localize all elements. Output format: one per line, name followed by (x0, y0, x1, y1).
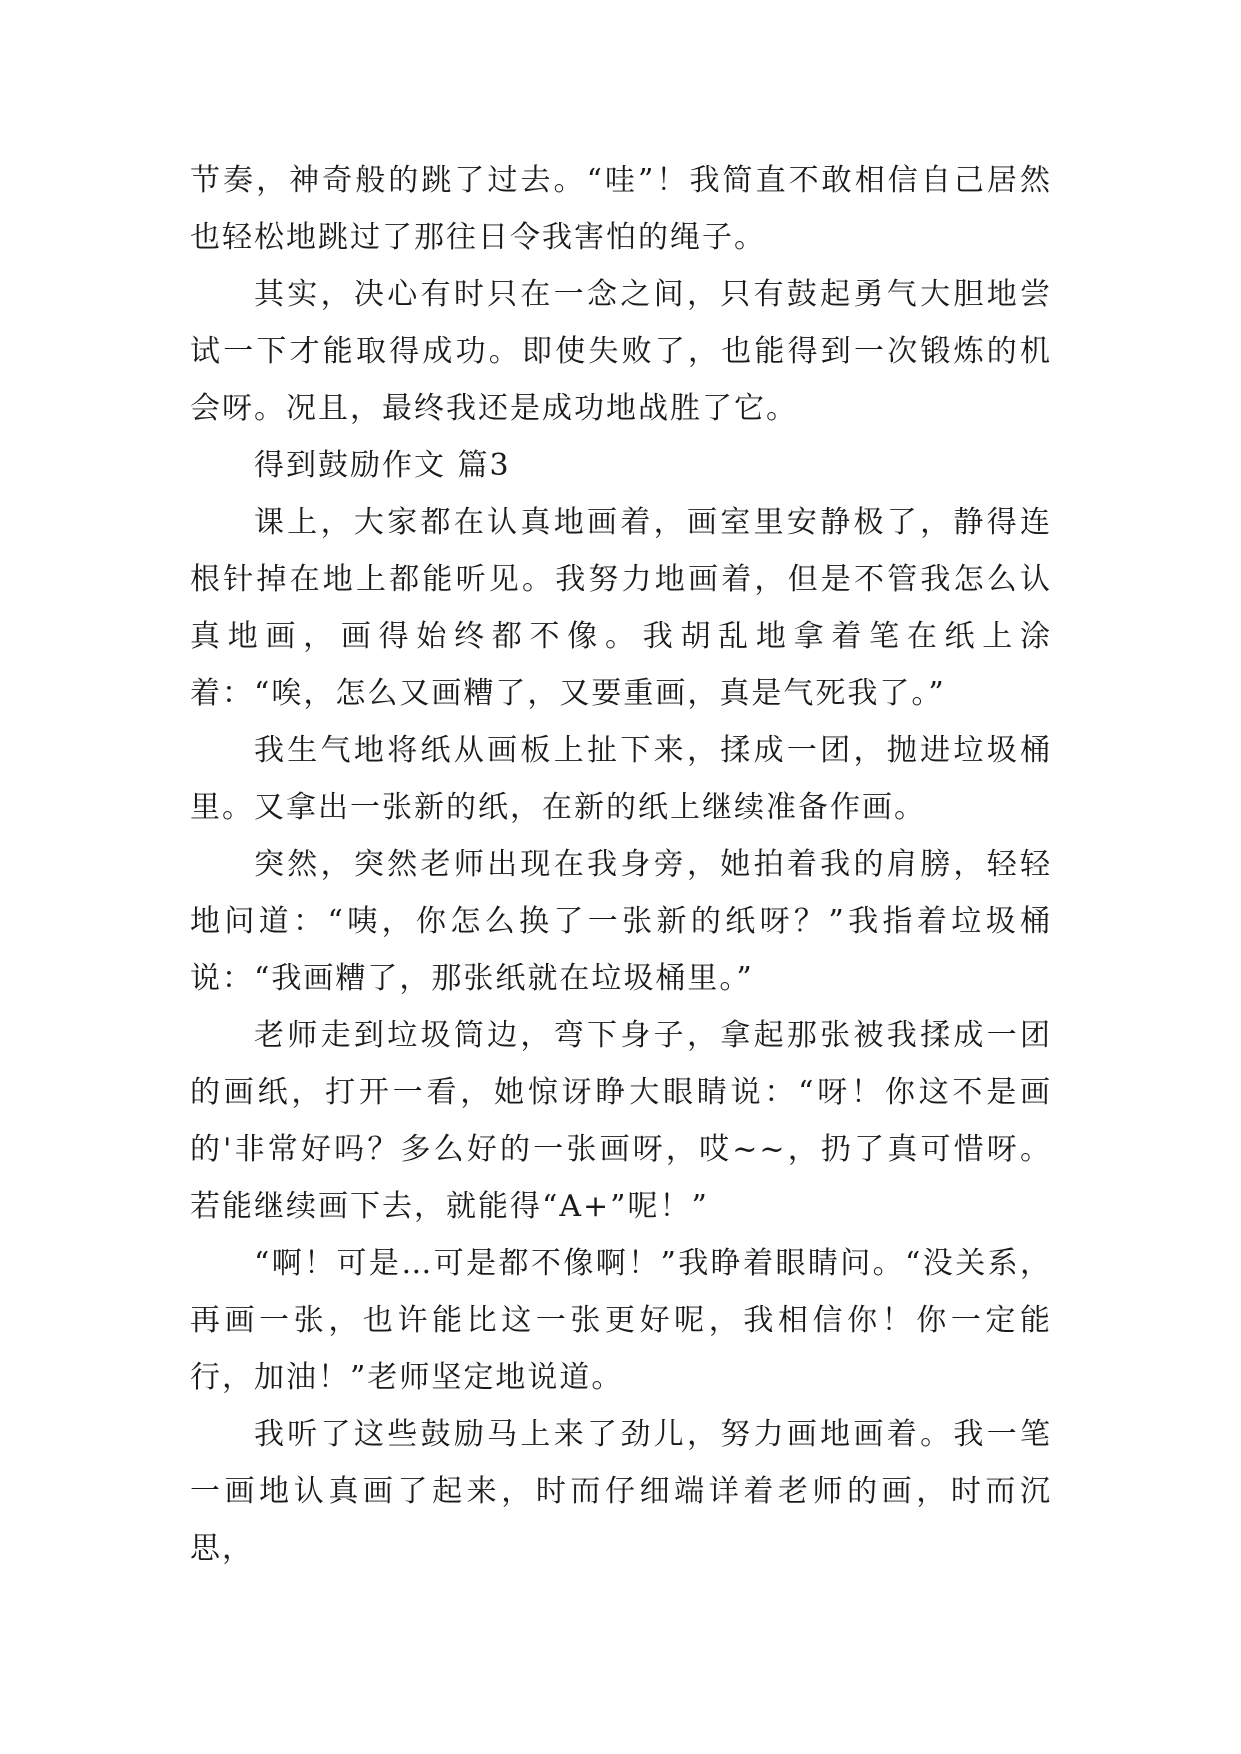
paragraph-6: 老师走到垃圾筒边，弯下身子，拿起那张被我揉成一团的画纸，打开一看，她惊讶睁大眼睛说：“呀！你这不是画的'非常好吗？多么好的一张画呀，哎~~，扔了真可惜呀。若能继续画下去，就能得“A+”呢！” (190, 1018, 1052, 1224)
paragraph-3: 课上，大家都在认真地画着，画室里安静极了，静得连根针掉在地上都能听见。我努力地画着，但是不管我怎么认真地画，画得始终都不像。我胡乱地拿着笔在纸上涂着：“唉，怎么又画糟了，又要重画，真是气死我了。” (190, 505, 1052, 711)
paragraph-8: 我听了这些鼓励马上来了劲儿，努力画地画着。我一笔一画地认真画了起来，时而仔细端详着老师的画，时而沉思， (190, 1417, 1052, 1566)
paragraph-2: 其实，决心有时只在一念之间，只有鼓起勇气大胆地尝试一下才能取得成功。即使失败了，也能得到一次锻炼的机会呀。况且，最终我还是成功地战胜了它。 (190, 277, 1052, 426)
document-body (190, 152, 1052, 1577)
paragraph-1: 节奏，神奇般的跳了过去。“哇”！我简直不敢相信自己居然也轻松地跳过了那往日令我害怕的绳子。 (190, 163, 1052, 255)
paragraph-4: 我生气地将纸从画板上扯下来，揉成一团，抛进垃圾桶里。又拿出一张新的纸，在新的纸上继续准备作画。 (190, 733, 1052, 825)
paragraph-7: “啊！可是…可是都不像啊！”我睁着眼睛问。“没关系，再画一张，也许能比这一张更好呢，我相信你！你一定能行，加油！”老师坚定地说道。 (190, 1246, 1052, 1395)
section-heading: 得到鼓励作文 篇3 (254, 448, 511, 483)
paragraph-5: 突然，突然老师出现在我身旁，她拍着我的肩膀，轻轻地问道：“咦，你怎么换了一张新的纸呀？”我指着垃圾桶说：“我画糟了，那张纸就在垃圾桶里。” (190, 847, 1052, 996)
